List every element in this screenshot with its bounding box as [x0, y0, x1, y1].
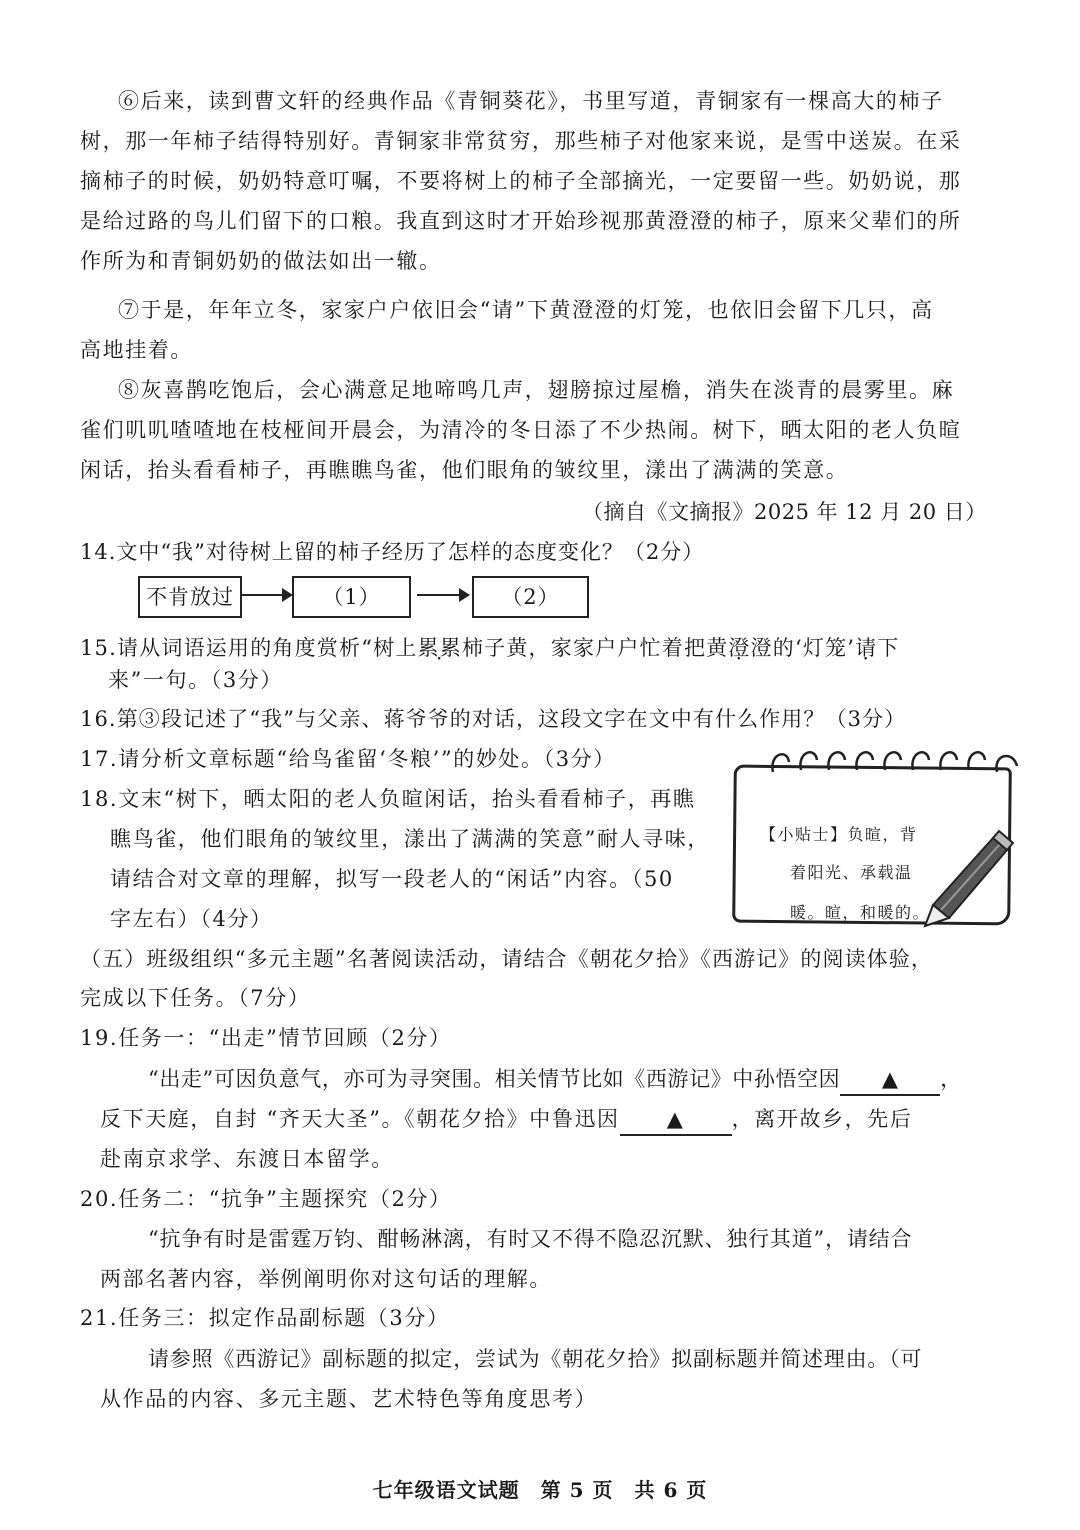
q15-emphasis-word-2: 黄澄澄 — [706, 636, 773, 660]
question-15-line1 — [80, 633, 900, 663]
question-18-line1: 18.文末“树下，晒太阳的老人负暄闲话，抬头看看柿子，再瞧 — [80, 787, 696, 811]
passage-p6-line1: ⑥后来，读到曹文轩的经典作品《青铜葵花》，书里写道，青铜家有一棵高大的柿子 — [118, 89, 944, 113]
question-21-title: 21.任务三：拟定作品副标题（3分） — [80, 1306, 450, 1330]
q15-text-part1: 15.请从词语运用的角度赏析“树上 — [80, 636, 418, 660]
flow-box-start: 不肯放过 — [138, 576, 242, 618]
flow-arrow-2 — [417, 594, 467, 596]
section-5-line2: 完成以下任务。（7分） — [80, 986, 311, 1010]
question-18-line3: 请结合对文章的理解，拟写一段老人的“闲话”内容。（50 — [110, 867, 674, 891]
question-17: 17.请分析文章标题“给鸟雀留‘冬粮’”的妙处。（3分） — [80, 747, 616, 771]
tip-line2: 着阳光、承载温 — [790, 863, 913, 882]
section-5-line1: （五）班级组织“多元主题”名著阅读活动，请结合《朝花夕拾》《西游记》的阅读体验， — [80, 947, 933, 971]
passage-p6-line3: 摘柿子的时候，奶奶特意叮嘱，不要将树上的柿子全部摘光，一定要留一些。奶奶说，那 — [80, 169, 962, 193]
question-20-title: 20.任务二：“抗争”主题探究（2分） — [80, 1187, 452, 1211]
question-19-line1 — [148, 1064, 962, 1096]
passage-p7-line2: 高地挂着。 — [80, 338, 193, 362]
question-19-title: 19.任务一：“出走”情节回顾（2分） — [80, 1026, 452, 1050]
q15-emphasis-word-3: 请 — [855, 636, 878, 660]
passage-p8-line3: 闲话，抬头看看柿子，再瞧瞧鸟雀，他们眼角的皱纹里，漾出了满满的笑意。 — [80, 458, 849, 482]
q19-answer-blank-1[interactable] — [840, 1064, 940, 1096]
page-footer: 七年级语文试题 第 5 页 共 6 页 — [372, 1478, 708, 1502]
question-21-line2: 从作品的内容、多元主题、艺术特色等角度思考） — [100, 1387, 598, 1411]
blank-triangle-icon: ▲ — [666, 1107, 685, 1131]
passage-p6-line5: 作所为和青铜奶奶的做法如出一辙。 — [80, 249, 442, 273]
q19-text-2a: 反下天庭，自封 “齐天大圣”。《朝花夕拾》中鲁迅因 — [100, 1107, 620, 1131]
question-20-line1: “抗争有时是雷霆万钧、酣畅淋漓，有时又不得不隐忍沉默、独行其道”，请结合 — [148, 1227, 913, 1251]
blank-triangle-icon: ▲ — [881, 1067, 899, 1091]
question-16: 16.第③段记述了“我”与父亲、蒋爷爷的对话，这段文字在文中有什么作用？（3分） — [80, 707, 907, 731]
question-18-line2: 瞧鸟雀，他们眼角的皱纹里，漾出了满满的笑意”耐人寻味， — [110, 827, 710, 851]
passage-p8-line1: ⑧灰喜鹊吃饱后，会心满意足地啼鸣几声，翅膀掠过屋檐，消失在淡青的晨雾里。麻 — [118, 378, 955, 402]
question-20-line2: 两部名著内容，举例阐明你对这句话的理解。 — [100, 1267, 552, 1291]
q15-text-part2: 柿子黄，家家户户忙着把 — [461, 636, 707, 660]
question-19-line2 — [100, 1104, 912, 1136]
q19-answer-blank-2[interactable] — [620, 1104, 732, 1136]
q15-text-part3: 的‘灯笼’ — [772, 636, 856, 660]
question-18-line4: 字左右）（4分） — [110, 907, 273, 931]
q19-text-2b: ，离开故乡，先后 — [731, 1107, 913, 1131]
pencil-icon — [925, 831, 1013, 926]
passage-p6-line2: 树，那一年柿子结得特别好。青铜家非常贫穷，那些柿子对他家来说，是雪中送炭。在采 — [80, 129, 962, 153]
q19-text-1b: ， — [940, 1067, 962, 1091]
passage-p8-line2: 雀们叽叽喳喳地在枝桠间开晨会，为清冷的冬日添了不少热闹。树下，晒太阳的老人负暄 — [80, 418, 962, 442]
flow-box-2[interactable]: （2） — [472, 576, 589, 618]
question-14: 14.文中“我”对待树上留的柿子经历了怎样的态度变化？（2分） — [80, 540, 705, 564]
question-21-line1: 请参照《西游记》副标题的拟定，尝试为《朝花夕拾》拟副标题并简述理由。（可 — [148, 1347, 923, 1371]
passage-source: （摘自《文摘报》2025 年 12 月 20 日） — [582, 500, 987, 524]
passage-p7-line1: ⑦于是，年年立冬，家家户户依旧会“请”下黄澄澄的灯笼，也依旧会留下几只，高 — [118, 298, 934, 322]
q19-text-1a: “出走”可因负意气，亦可为寻突围。相关情节比如《西游记》中孙悟空因 — [148, 1067, 841, 1091]
flow-arrow-1 — [240, 594, 290, 596]
passage-p6-line4: 是给过路的鸟儿们留下的口粮。我直到这时才开始珍视那黄澄澄的柿子，原来父辈们的所 — [80, 209, 962, 233]
q15-text-part4: 下 — [877, 636, 900, 660]
tip-line3: 暖。暄，和暖的。 — [790, 903, 931, 922]
flow-box-1[interactable]: （1） — [292, 576, 411, 618]
q15-emphasis-word-1: 累累 — [417, 636, 462, 660]
question-15-line2: 来”一句。（3分） — [108, 668, 283, 692]
tip-line1: 【小贴士】负暄，背 — [760, 825, 918, 844]
question-19-line3: 赴南京求学、东渡日本留学。 — [100, 1147, 394, 1171]
